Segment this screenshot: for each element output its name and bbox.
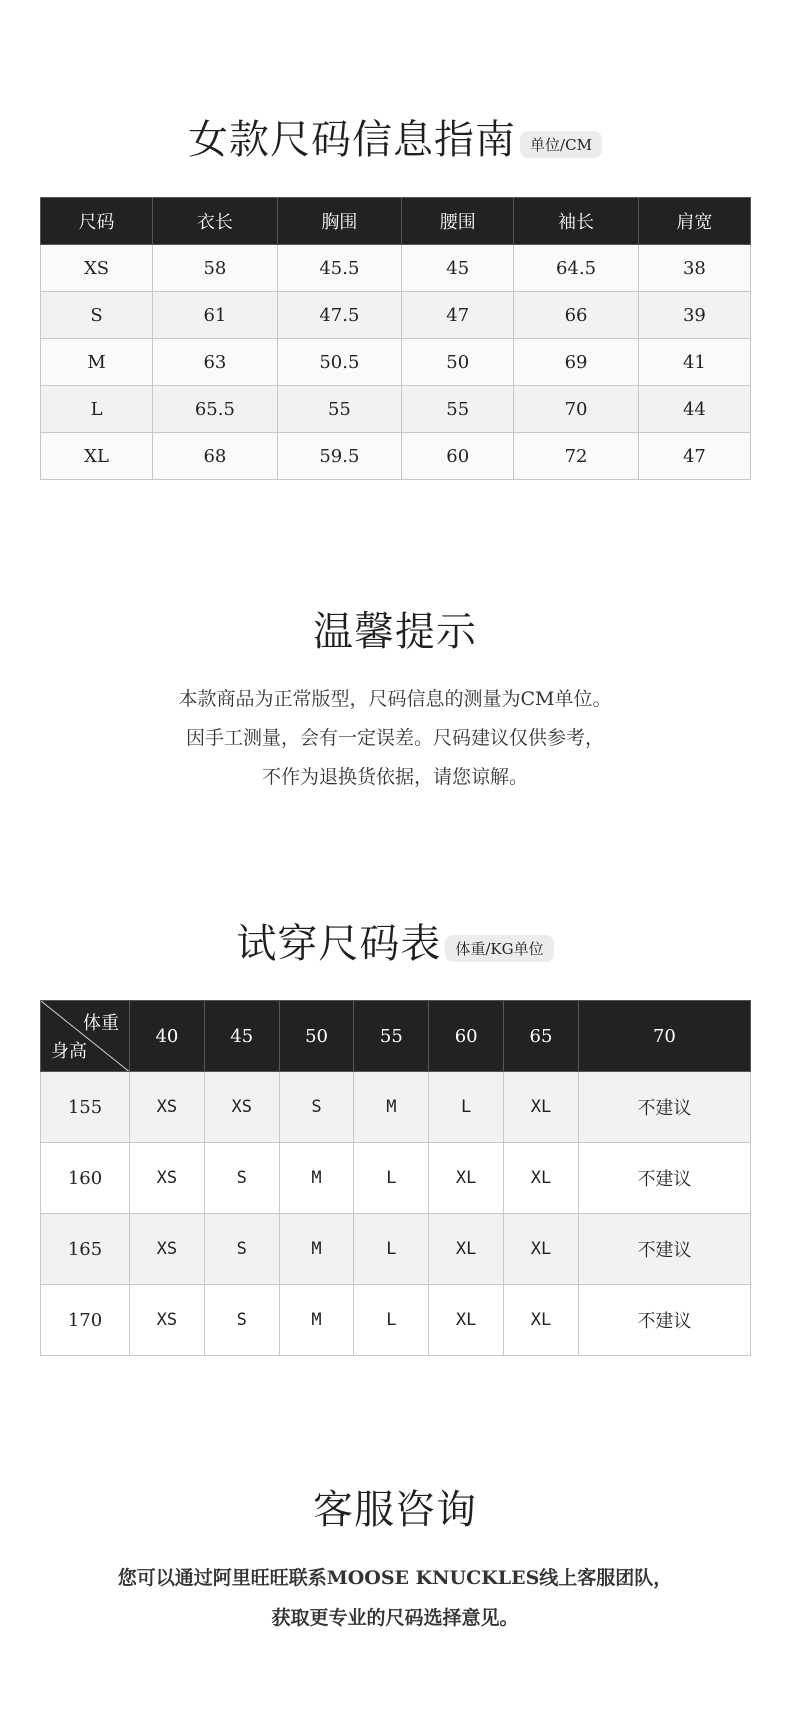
header-size: 尺码: [41, 198, 153, 245]
fit-table-title-row: [0, 912, 790, 969]
table-row: [41, 1072, 751, 1143]
service-title: 客服咨询: [313, 1487, 477, 1533]
tips-title: 温馨提示: [313, 609, 477, 655]
table-cell: 66: [514, 292, 639, 339]
size-cell: L: [354, 1214, 429, 1285]
weight-header: 50: [279, 1001, 354, 1072]
size-cell: L: [354, 1143, 429, 1214]
table-cell: 47.5: [277, 292, 402, 339]
size-cell: L: [354, 1285, 429, 1356]
table-cell: 39: [638, 292, 750, 339]
fit-table-title-wrap: [236, 912, 553, 969]
fit-table-title: 试穿尺码表: [236, 921, 442, 967]
tips-line: 本款商品为正常版型，尺码信息的测量为CM单位。: [178, 688, 612, 710]
table-cell: 45: [402, 245, 514, 292]
service-title-row: [0, 1478, 790, 1535]
height-cell: 165: [41, 1214, 130, 1285]
table-cell: 55: [402, 386, 514, 433]
table-row: [41, 386, 751, 433]
header-sleeve: 袖长: [514, 198, 639, 245]
tips-title-row: [0, 600, 790, 657]
size-cell: M: [279, 1143, 354, 1214]
size-cell: L: [429, 1072, 504, 1143]
table-cell: 50.5: [277, 339, 402, 386]
weight-header: 40: [130, 1001, 205, 1072]
table-cell: S: [41, 292, 153, 339]
weight-header: 55: [354, 1001, 429, 1072]
table-cell: 44: [638, 386, 750, 433]
height-cell: 160: [41, 1143, 130, 1214]
tips-text: [0, 680, 790, 797]
height-cell: 170: [41, 1285, 130, 1356]
corner-weight-label: 体重: [83, 1013, 119, 1034]
size-guide-title-row: [0, 108, 790, 165]
table-row: [41, 1143, 751, 1214]
table-row: [41, 1285, 751, 1356]
table-row: [41, 1214, 751, 1285]
table-cell: 55: [277, 386, 402, 433]
size-cell: XS: [204, 1072, 279, 1143]
table-cell: 68: [153, 433, 278, 480]
table-cell: 60: [402, 433, 514, 480]
weight-header: 60: [429, 1001, 504, 1072]
table-cell: 58: [153, 245, 278, 292]
fit-table: [40, 1000, 751, 1356]
service-line: 您可以通过阿里旺旺联系MOOSE KNUCKLES线上客服团队，: [117, 1567, 673, 1589]
weight-header: 45: [204, 1001, 279, 1072]
tips-line: 不作为退换货依据，请您谅解。: [261, 766, 528, 788]
table-row: [41, 339, 751, 386]
size-cell: XL: [429, 1214, 504, 1285]
table-cell: 64.5: [514, 245, 639, 292]
size-cell: S: [204, 1143, 279, 1214]
size-cell: M: [354, 1072, 429, 1143]
size-cell: XL: [504, 1072, 579, 1143]
height-cell: 155: [41, 1072, 130, 1143]
table-cell: 70: [514, 386, 639, 433]
size-guide-unit-badge: 单位/CM: [520, 131, 602, 158]
table-cell: 47: [638, 433, 750, 480]
size-cell: XL: [504, 1214, 579, 1285]
corner-header: [41, 1001, 130, 1072]
table-cell: 38: [638, 245, 750, 292]
table-row: [41, 245, 751, 292]
table-cell: 72: [514, 433, 639, 480]
table-cell: 47: [402, 292, 514, 339]
size-cell: XS: [130, 1072, 205, 1143]
tips-line: 因手工测量，会有一定误差。尺码建议仅供参考，: [185, 727, 604, 749]
size-guide-title-wrap: [188, 108, 602, 165]
header-chest: 胸围: [277, 198, 402, 245]
size-cell: 不建议: [578, 1285, 750, 1356]
size-cell: 不建议: [578, 1143, 750, 1214]
table-row: [41, 292, 751, 339]
size-cell: XL: [504, 1143, 579, 1214]
header-length: 衣长: [153, 198, 278, 245]
size-cell: XS: [130, 1214, 205, 1285]
table-cell: M: [41, 339, 153, 386]
weight-header: 70: [578, 1001, 750, 1072]
size-cell: S: [204, 1285, 279, 1356]
table-cell: 41: [638, 339, 750, 386]
table-cell: 59.5: [277, 433, 402, 480]
size-cell: XL: [429, 1143, 504, 1214]
table-cell: XL: [41, 433, 153, 480]
size-cell: M: [279, 1214, 354, 1285]
table-cell: 50: [402, 339, 514, 386]
size-guide-title: 女款尺码信息指南: [188, 117, 517, 163]
size-cell: 不建议: [578, 1072, 750, 1143]
table-cell: 69: [514, 339, 639, 386]
header-shoulder: 肩宽: [638, 198, 750, 245]
size-cell: S: [204, 1214, 279, 1285]
fit-table-unit-badge: 体重/KG单位: [445, 935, 553, 962]
table-cell: 65.5: [153, 386, 278, 433]
size-cell: S: [279, 1072, 354, 1143]
size-cell: XS: [130, 1285, 205, 1356]
service-text: [0, 1558, 790, 1638]
corner-height-label: 身高: [51, 1041, 87, 1062]
table-cell: L: [41, 386, 153, 433]
table-cell: 45.5: [277, 245, 402, 292]
weight-header: 65: [504, 1001, 579, 1072]
table-cell: 63: [153, 339, 278, 386]
service-line: 获取更专业的尺码选择意见。: [271, 1607, 519, 1629]
size-cell: XL: [504, 1285, 579, 1356]
header-waist: 腰围: [402, 198, 514, 245]
size-cell: XS: [130, 1143, 205, 1214]
size-guide-table: [40, 197, 751, 480]
size-cell: XL: [429, 1285, 504, 1356]
fit-table-header-row: [41, 1001, 751, 1072]
size-guide-header-row: [41, 198, 751, 245]
table-cell: 61: [153, 292, 278, 339]
size-cell: 不建议: [578, 1214, 750, 1285]
size-cell: M: [279, 1285, 354, 1356]
table-cell: XS: [41, 245, 153, 292]
table-row: [41, 433, 751, 480]
